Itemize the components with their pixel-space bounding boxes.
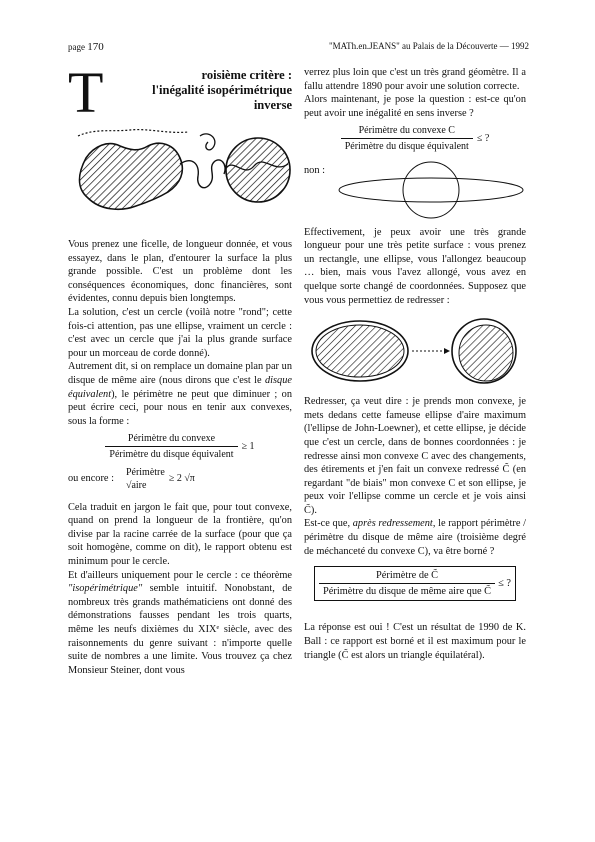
page-number: 170 xyxy=(87,41,104,53)
formula-numerator: Périmètre de C̃ xyxy=(376,570,439,582)
page-label: page xyxy=(68,42,85,52)
page-header-right: "MATh.en.JEANS" au Palais de la Découverte — 1992 xyxy=(328,41,529,51)
counterexample-figure xyxy=(304,158,526,222)
left-column xyxy=(68,60,292,677)
drop-cap: T xyxy=(68,60,104,125)
paragraph: Alors maintenant, je pose la question : est-ce qu'on peut avoir une inégalité en sens inverse ? xyxy=(304,94,526,119)
or-label: ou encore : xyxy=(68,473,114,485)
paragraph: Effectivement, je peux avoir une très grande longueur pour une très petite surface : vous prenez un rectangle, une ellipse, vous l'allongez beaucoup … bien, mais vous l'avez allongé, vous avez en quelque sorte changé de coordonnées. Supposez que vous vous permettiez de redresser : xyxy=(304,226,526,306)
paragraph: Cela traduit en jargon le fait que, pour tout convexe, quand on prend la longueur de la frontière, qu'on divise par la racine carrée de la surface (pour que ça soit homogène, comme on dit), le rapport obtenu est minimum pour le cercle. xyxy=(68,501,292,568)
formula-ball-question xyxy=(304,566,526,601)
formula-inverse-question xyxy=(304,124,526,153)
section-title xyxy=(68,60,292,128)
formula-denominator: √aire xyxy=(125,480,147,492)
formula-numerator: Périmètre xyxy=(125,466,165,478)
paragraph: verrez plus loin que c'est un très grand géomètre. Il a fallu attendre 1890 pour avoir une solution correcte. xyxy=(304,67,526,92)
non-label: non : xyxy=(304,164,325,176)
formula-isoperimetric xyxy=(68,432,292,461)
title-line-3: inverse xyxy=(253,98,292,112)
formula-numerator: Périmètre du convexe C xyxy=(358,125,455,137)
formula-denominator: Périmètre du disque de même aire que C̃ xyxy=(319,583,495,599)
paragraph: La réponse est oui ! C'est un résultat de 1990 de K. Ball : ce rapport est borné et il est maximum pour le triangle (C̃ est alors un triangle équilatéral). xyxy=(304,622,526,661)
paragraph: Autrement dit, si on remplace un domaine plan par un disque de même aire (nous dirons que c'est le disque équivalent), le périmètre ne peut que diminuer ; on peut écrire ceci, pour nous en tenir aux convexes, sous la forme : xyxy=(68,361,292,427)
formula-denominator: Périmètre du disque équivalent xyxy=(105,446,237,462)
formula-alt xyxy=(126,466,195,493)
title-text xyxy=(152,68,292,113)
paragraph: Vous prenez une ficelle, de longueur donnée, et vous essayez, dans le plan, d'entourer la surface la plus grande possible. C'est un problème dont les conséquences économiques, donc financières, sont évidentes, connu depuis bien longtemps. xyxy=(68,239,292,305)
formula-relation: ≤ ? xyxy=(476,133,490,145)
paragraph: Redresser, ça veut dire : je prends mon convexe, je mets dedans cette fameuse ellipse d'aire maximum (l'ellipse de John-Loewner), et cette ellipse, je décide que c'est un cercle, dans de bonnes coordonnées : je redresse ainsi mon convexe C avec des changements, des étirements et j'en fait un convexe redressé C̃ (en regardant "de biais" mon convexe C et son ellipse, je peux voir l'ellipse comme un cercle et je vois ainsi C̃). xyxy=(304,396,526,516)
formula-denominator: Périmètre du disque équivalent xyxy=(341,138,473,154)
circle-and-ellipse-diagram xyxy=(334,158,524,222)
string-loop-illustration xyxy=(68,128,292,238)
formula-relation: ≥ 2 √π xyxy=(168,473,195,485)
straightening-diagram xyxy=(304,313,526,389)
title-line-2: l'inégalité isopérimétrique xyxy=(152,83,292,97)
paragraph: Est-ce que, après redressement, le rapport périmètre / périmètre du disque de même aire (troisième degré de méchanceté du convexe C), va être borné ? xyxy=(304,518,526,557)
formula-relation: ≥ 1 xyxy=(241,441,255,453)
formula-numerator: Périmètre du convexe xyxy=(127,433,216,445)
formula-alt-row xyxy=(68,466,292,493)
page-header-left xyxy=(68,41,104,53)
right-column xyxy=(304,66,526,662)
title-line-1: roisième critère : xyxy=(201,68,292,82)
paragraph: Et d'ailleurs uniquement pour le cercle : ce théorème "isopérimétrique" semble intuitif. Nonobstant, de nombreux très grands mathématiciens ont donné des démonstrations fausses pendant les trois quarts, même les neufs dixièmes du XIXᵉ siècle, avec des raisonnements du genre suivant : n'importe quelle suite de nombres a une limite. Vous trouvez ça chez Monsieur Steiner, dont vous xyxy=(68,569,292,676)
paragraph: La solution, c'est un cercle (voilà notre "rond"; cette fois-ci attention, pas une ellipse, vraiment un cercle : c'est avec un cercle que j'ai la plus grande surface pour un morceau de corde donné). xyxy=(68,306,292,359)
formula-relation: ≤ ? xyxy=(498,578,511,590)
